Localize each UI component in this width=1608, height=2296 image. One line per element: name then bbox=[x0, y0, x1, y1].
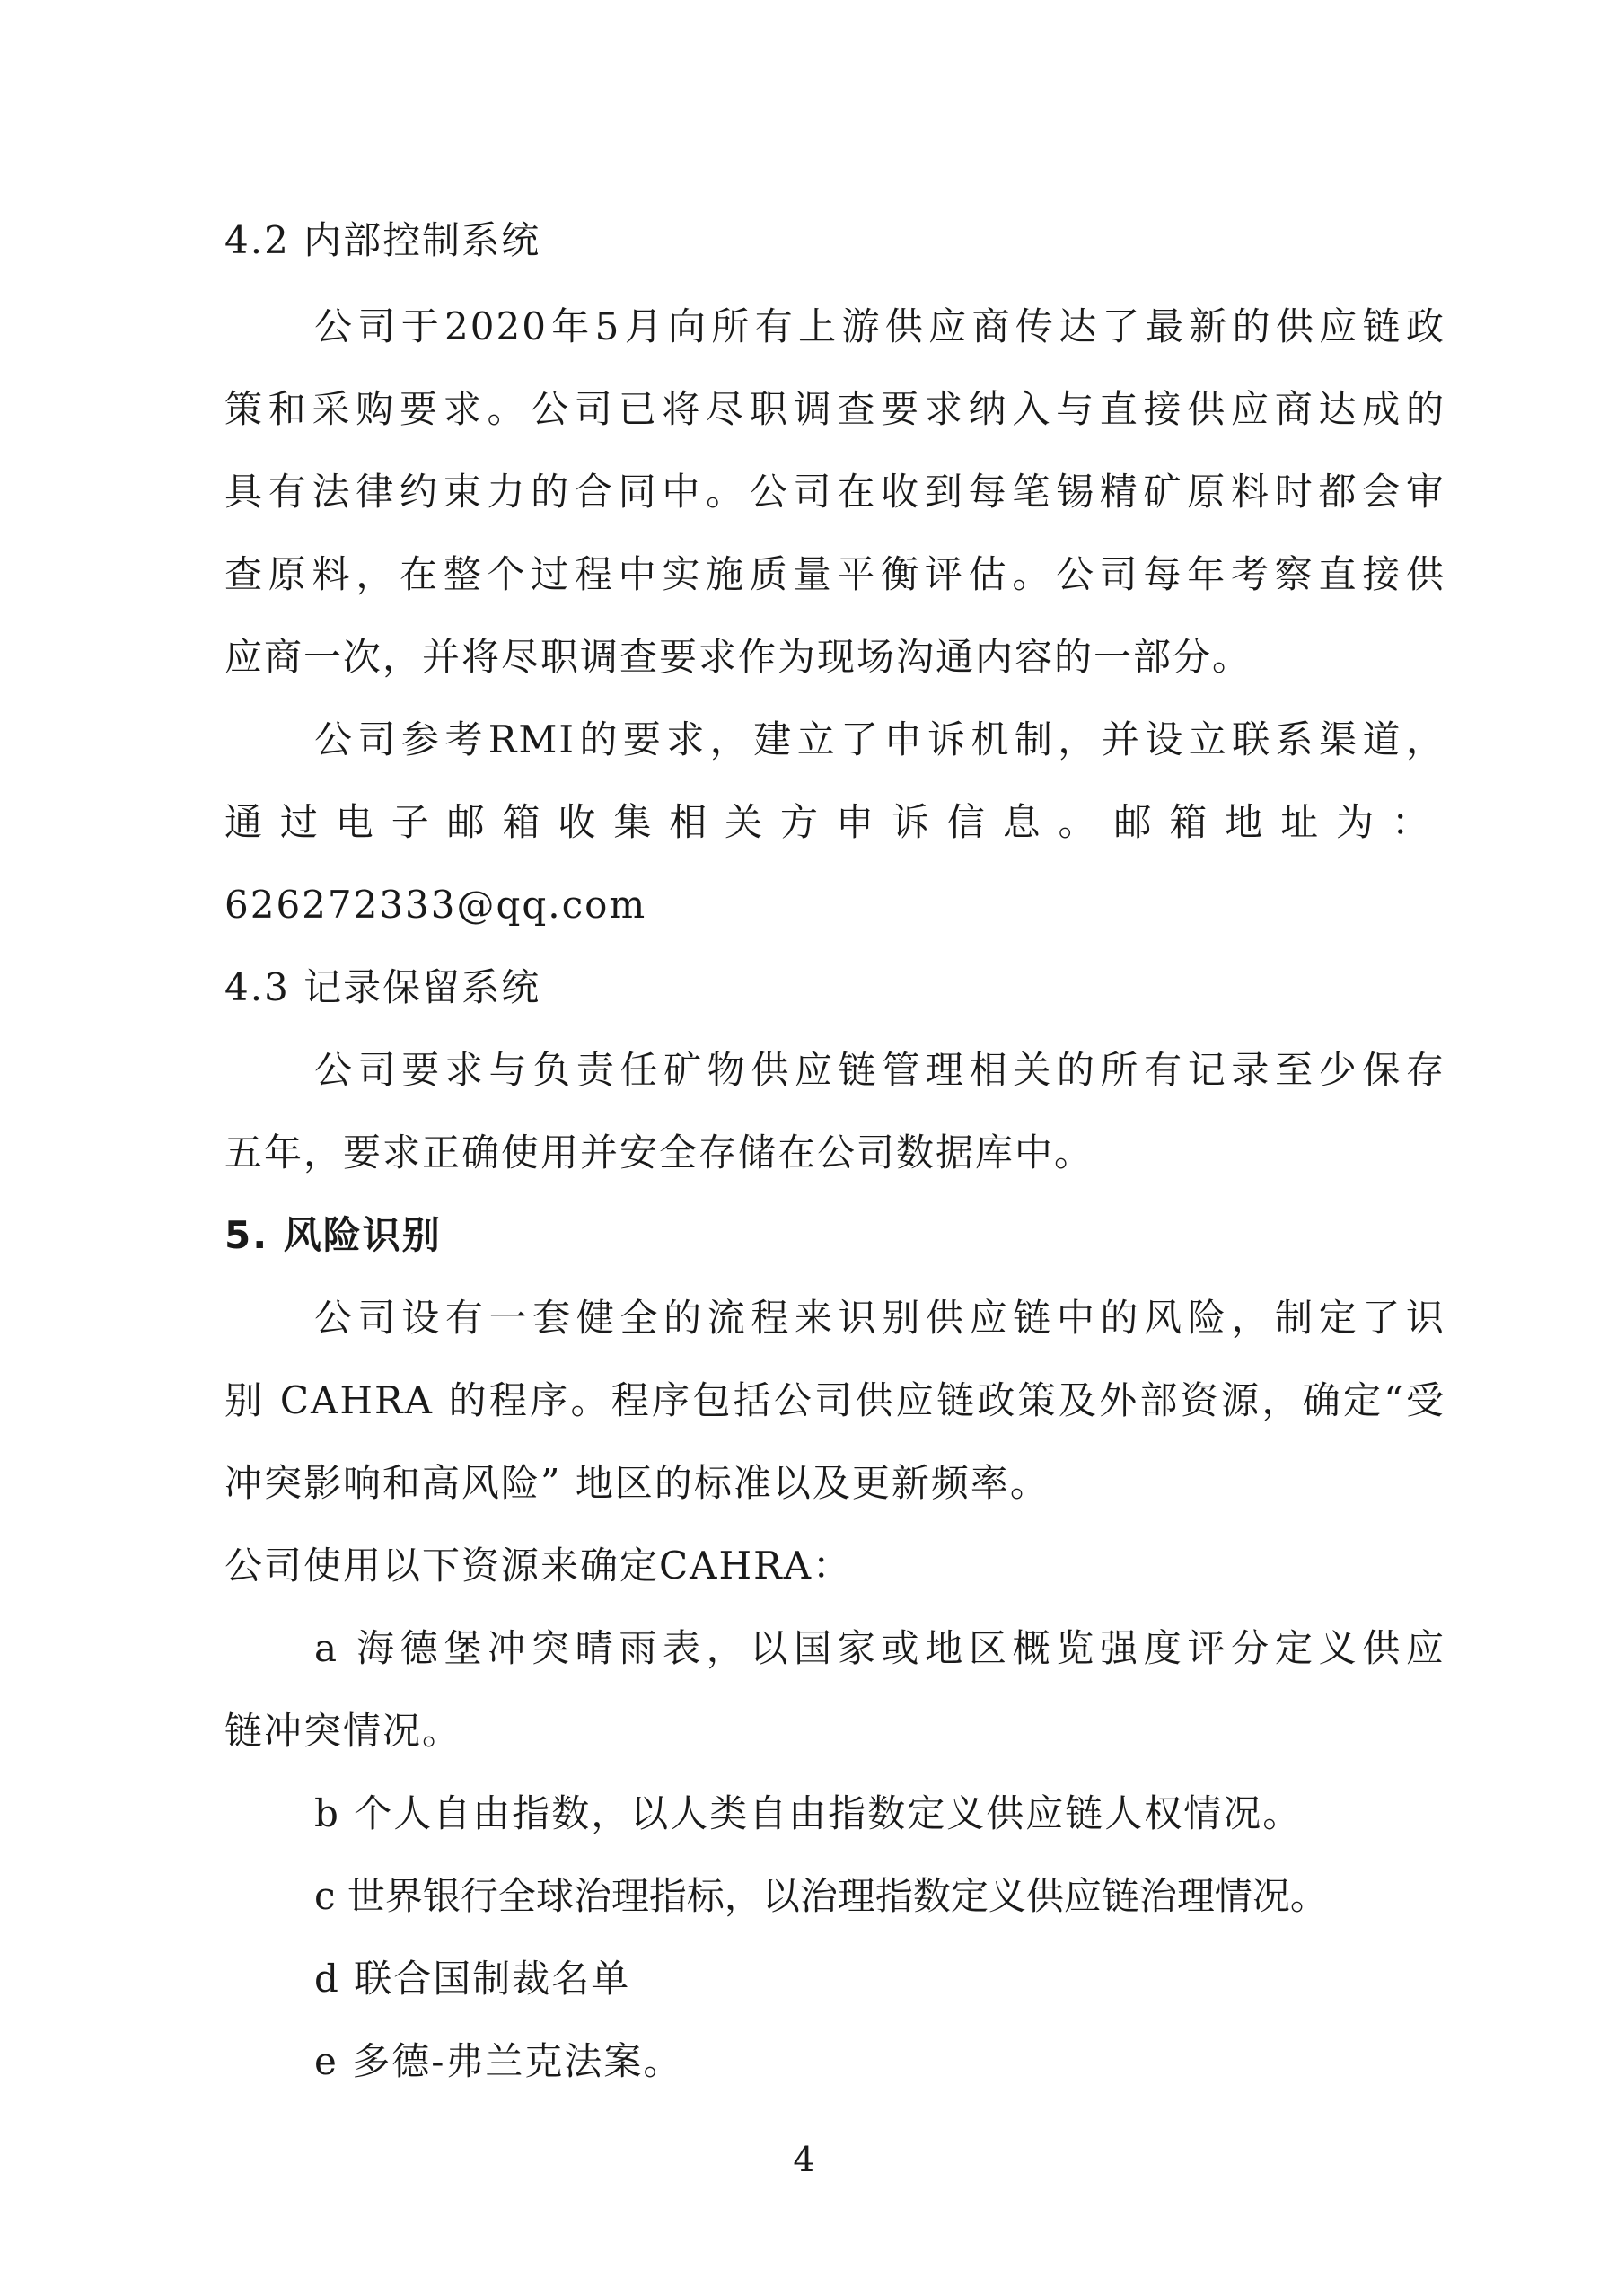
paragraph-line: 公司设有一套健全的流程来识别供应链中的风险，制定了识 bbox=[314, 1296, 1445, 1340]
paragraph-line: 通过电子邮箱收集相关方申诉信息。邮箱地址为： bbox=[224, 800, 1445, 844]
paragraph-line: 策和采购要求。公司已将尽职调查要求纳入与直接供应商达成的 bbox=[224, 387, 1445, 431]
page-number: 4 bbox=[793, 2140, 815, 2179]
paragraph-line: 具有法律约束力的合同中。公司在收到每笔锡精矿原料时都会审 bbox=[224, 470, 1445, 514]
list-item-a-continued: 链冲突情况。 bbox=[224, 1709, 462, 1753]
paragraph-line: 公司参考RMI的要求，建立了申诉机制，并设立联系渠道， bbox=[314, 717, 1445, 761]
paragraph-line: 公司要求与负责任矿物供应链管理相关的所有记录至少保存 bbox=[314, 1048, 1445, 1092]
paragraph-line: 五年，要求正确使用并安全存储在公司数据库中。 bbox=[224, 1130, 1094, 1174]
email-address: 626272333@qq.com bbox=[224, 883, 647, 927]
paragraph-line: 公司于2020年5月向所有上游供应商传达了最新的供应链政 bbox=[314, 304, 1445, 348]
list-item-e: e 多德-弗兰克法案。 bbox=[314, 2039, 683, 2083]
section-heading-4-2: 4.2 内部控制系统 bbox=[224, 218, 541, 262]
paragraph-line: 别 CAHRA 的程序。程序包括公司供应链政策及外部资源，确定“受 bbox=[224, 1378, 1445, 1422]
paragraph-line: 公司使用以下资源来确定CAHRA： bbox=[224, 1544, 853, 1588]
paragraph-line: 冲突影响和高风险” 地区的标准以及更新频率。 bbox=[224, 1461, 1050, 1505]
list-item-b: b 个人自由指数，以人类自由指数定义供应链人权情况。 bbox=[314, 1791, 1303, 1835]
paragraph-line: 查原料，在整个过程中实施质量平衡评估。公司每年考察直接供 bbox=[224, 552, 1445, 596]
list-item-c: c 世界银行全球治理指标，以治理指数定义供应链治理情况。 bbox=[314, 1874, 1328, 1918]
section-heading-5: 5. 风险识别 bbox=[224, 1213, 442, 1257]
list-item-a: a 海德堡冲突晴雨表，以国家或地区概览强度评分定义供应 bbox=[314, 1626, 1445, 1670]
paragraph-line: 应商一次，并将尽职调查要求作为现场沟通内容的一部分。 bbox=[224, 635, 1252, 679]
list-item-d: d 联合国制裁名单 bbox=[314, 1957, 631, 2001]
section-heading-4-3: 4.3 记录保留系统 bbox=[224, 965, 541, 1009]
